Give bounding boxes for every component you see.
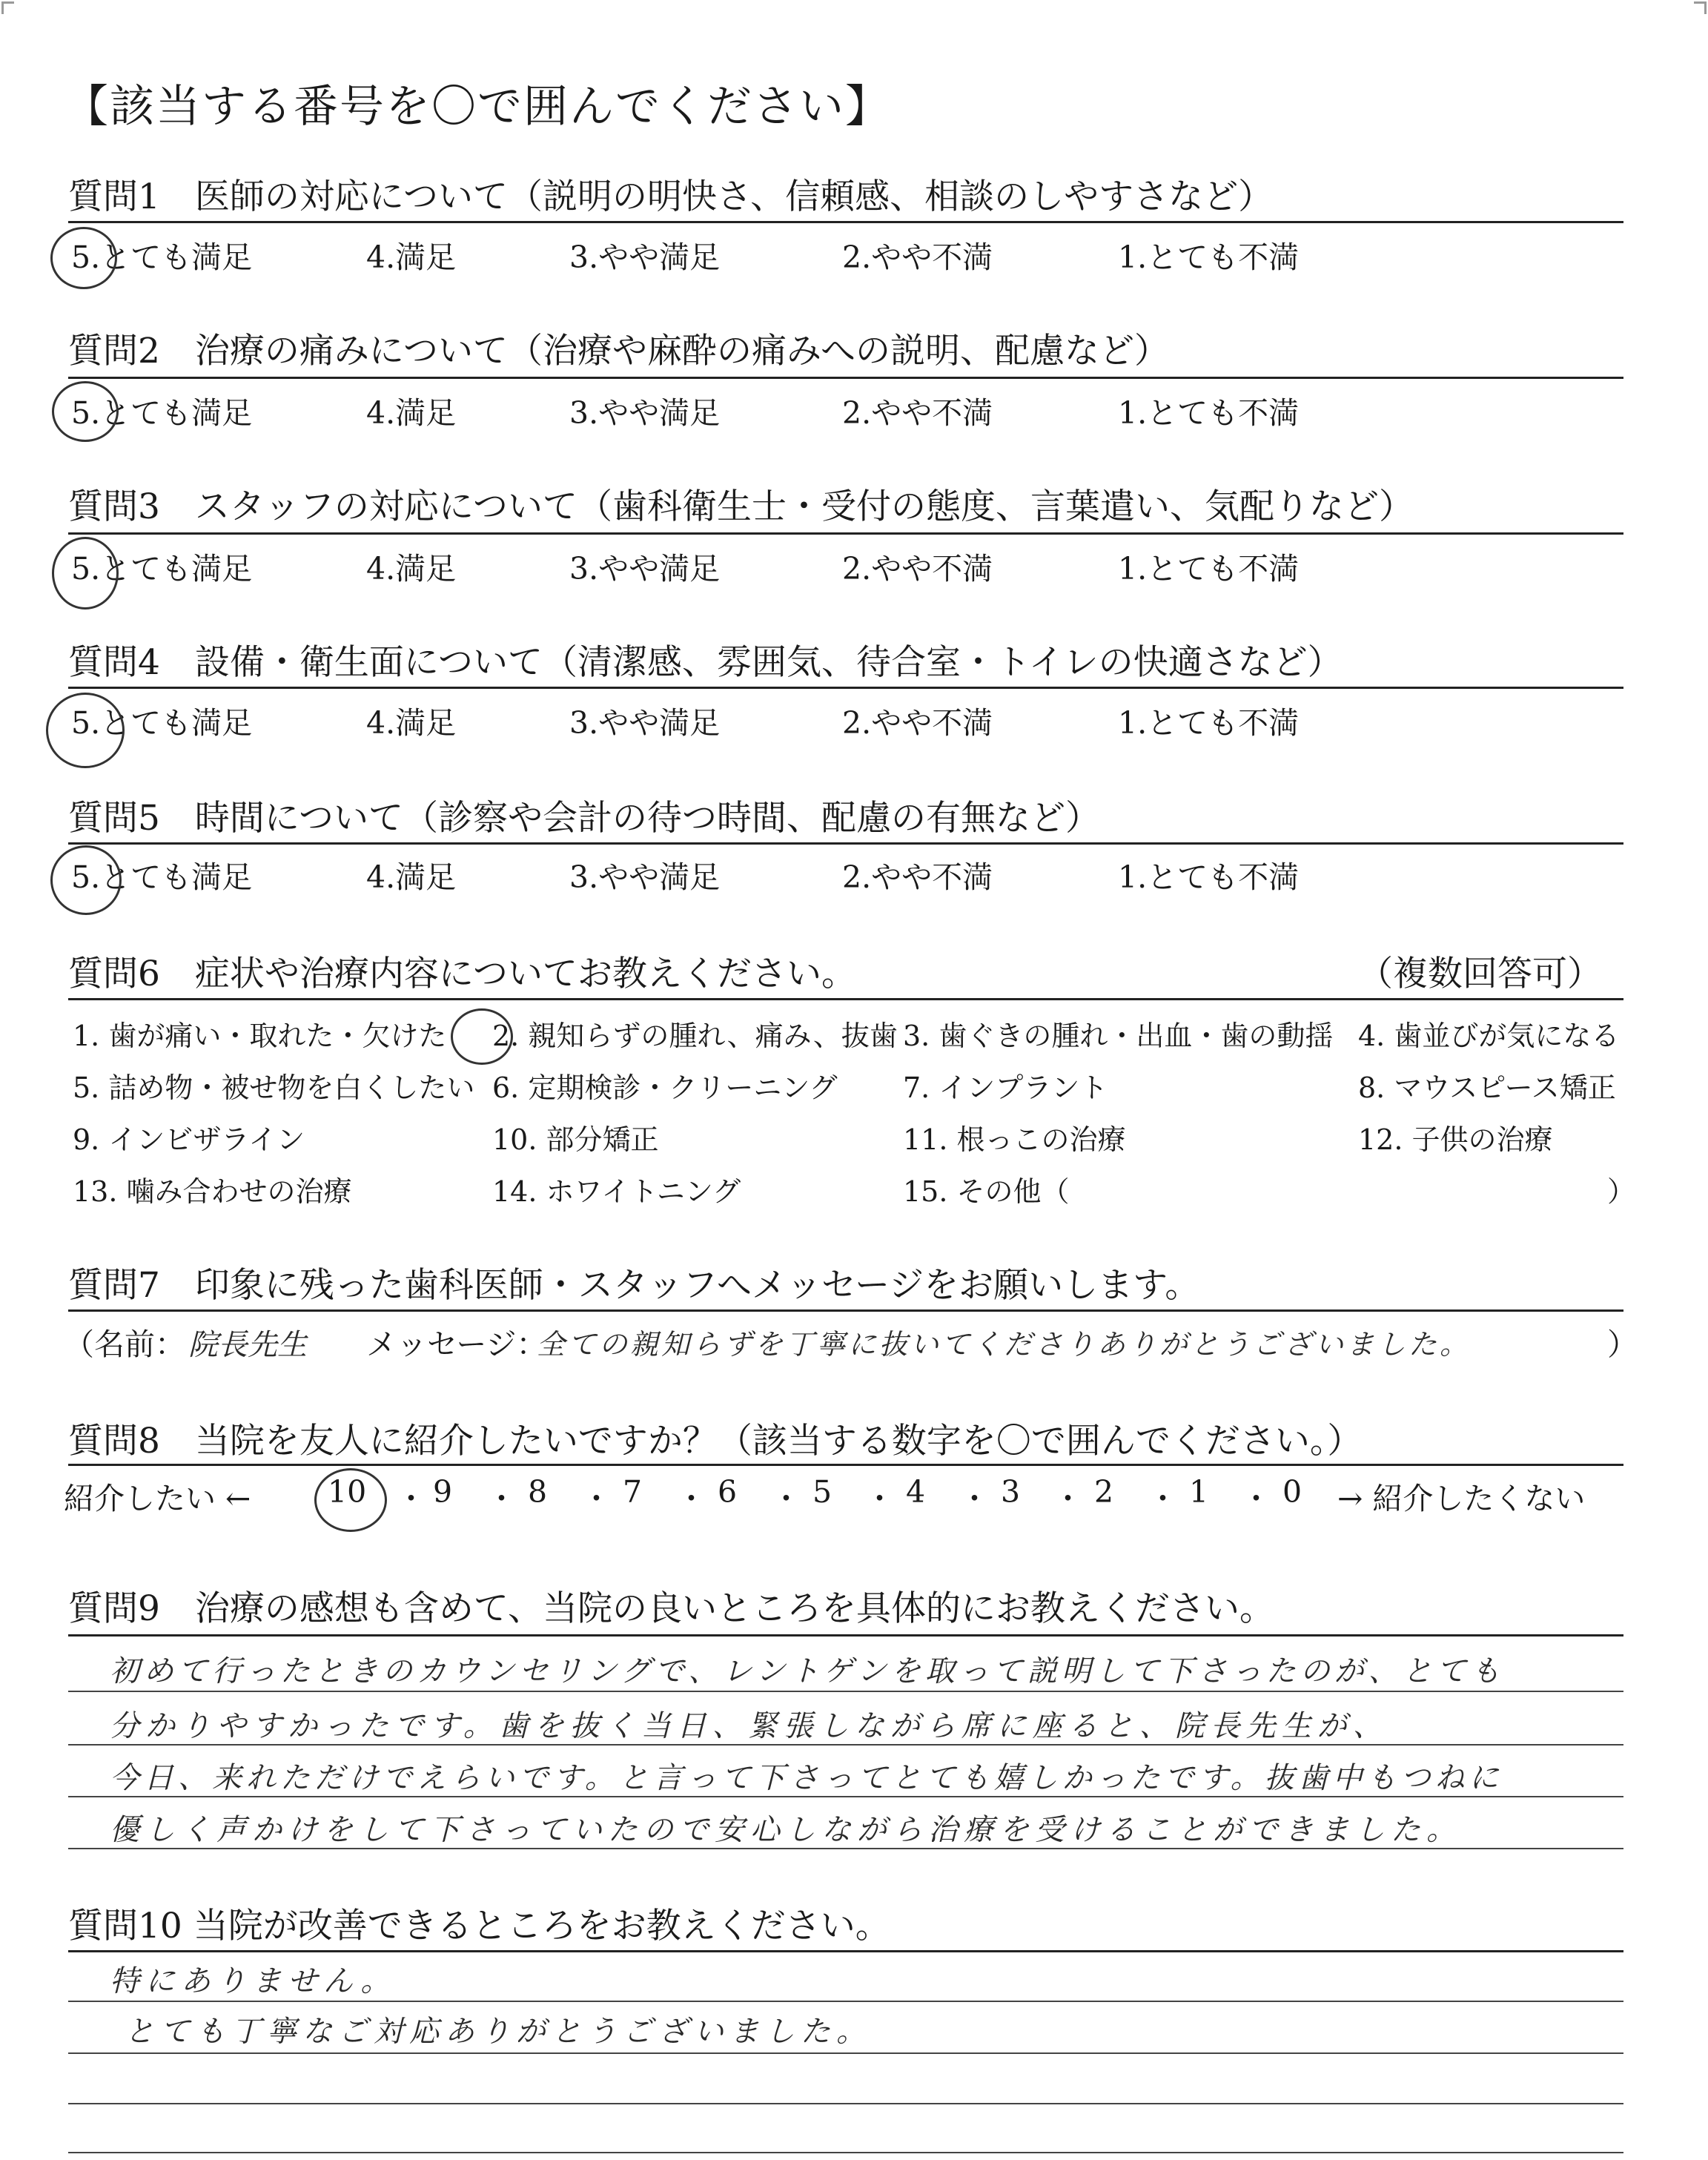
q3-option-5[interactable]: 5.とても満足 bbox=[71, 551, 253, 587]
q6-item-9[interactable]: 9. インビザライン bbox=[73, 1123, 305, 1156]
q8-scale-5[interactable]: 5 bbox=[812, 1474, 833, 1510]
q7-close-paren: ） bbox=[1607, 1327, 1638, 1362]
q10-title: 質問10 当院が改善できるところをお教えください。 bbox=[68, 1906, 890, 1946]
q6-item-15-close: ） bbox=[1607, 1175, 1636, 1208]
q8-right-label: → 紹介したくない bbox=[1337, 1481, 1586, 1516]
q10-answer-line-1: 特にありません。 bbox=[110, 1964, 397, 1998]
q6-note: （複数回答可） bbox=[1358, 954, 1602, 994]
q5-option-4[interactable]: 4.満足 bbox=[366, 859, 457, 895]
q6-item-12[interactable]: 12. 子供の治療 bbox=[1358, 1123, 1553, 1156]
q4-option-2[interactable]: 2.やや不満 bbox=[842, 705, 993, 741]
q3-option-2[interactable]: 2.やや不満 bbox=[842, 551, 993, 587]
q2-option-3[interactable]: 3.やや満足 bbox=[569, 395, 721, 431]
q3-rule bbox=[68, 532, 1623, 535]
q1-answer-circle bbox=[50, 227, 117, 289]
q1-rule bbox=[68, 221, 1623, 223]
q6-item-10[interactable]: 10. 部分矯正 bbox=[492, 1123, 659, 1156]
q8-dot: ・ bbox=[396, 1481, 426, 1516]
q9-answer-line-1: 初めて行ったときのカウンセリングで、レントゲンを取って説明して下さったのが、とても bbox=[110, 1654, 1505, 1688]
q4-rule bbox=[68, 687, 1623, 689]
q8-dot: ・ bbox=[959, 1481, 990, 1516]
q2-option-1[interactable]: 1.とても不満 bbox=[1118, 395, 1300, 431]
q9-title: 質問9 治療の感想も含めて、当院の良いところを具体的にお教えください。 bbox=[68, 1588, 1274, 1629]
q5-title: 質問5 時間について（診察や会計の待つ時間、配慮の有無など） bbox=[68, 798, 1100, 839]
q8-scale-0[interactable]: 0 bbox=[1282, 1474, 1302, 1510]
q5-rule bbox=[68, 842, 1623, 845]
q2-option-5[interactable]: 5.とても満足 bbox=[71, 395, 253, 431]
q3-option-4[interactable]: 4.満足 bbox=[366, 551, 457, 587]
q8-dot: ・ bbox=[1053, 1481, 1083, 1516]
q5-option-5[interactable]: 5.とても満足 bbox=[71, 859, 253, 895]
q1-option-3[interactable]: 3.やや満足 bbox=[569, 240, 721, 275]
q5-answer-circle bbox=[50, 845, 122, 915]
q4-option-4[interactable]: 4.満足 bbox=[366, 705, 457, 741]
scan-mark-top-left bbox=[1, 1, 14, 14]
q7-title: 質問7 印象に残った歯科医師・スタッフへメッセージをお願いします。 bbox=[68, 1265, 1200, 1306]
q10-rule-4 bbox=[68, 2152, 1623, 2153]
q7-message-label: メッセージ： bbox=[366, 1327, 547, 1362]
q8-scale-6[interactable]: 6 bbox=[718, 1474, 738, 1510]
q6-item-5[interactable]: 5. 詰め物・被せ物を白くしたい bbox=[73, 1071, 475, 1104]
q4-title: 質問4 設備・衛生面について（清潔感、雰囲気、待合室・トイレの快適さなど） bbox=[68, 642, 1343, 683]
q3-title: 質問3 スタッフの対応について（歯科衛生士・受付の態度、言葉遣い、気配りなど） bbox=[68, 486, 1414, 527]
q6-item-3[interactable]: 3. 歯ぐきの腫れ・出血・歯の動揺 bbox=[903, 1020, 1334, 1052]
q6-item-6[interactable]: 6. 定期検診・クリーニング bbox=[492, 1071, 838, 1104]
q8-dot: ・ bbox=[1241, 1481, 1271, 1516]
q1-title: 質問1 医師の対応について（説明の明快さ、信頼感、相談のしやすさなど） bbox=[68, 176, 1274, 217]
q4-option-3[interactable]: 3.やや満足 bbox=[569, 705, 721, 741]
q1-option-5[interactable]: 5.とても満足 bbox=[71, 240, 253, 275]
q10-rule-0 bbox=[68, 1950, 1623, 1952]
q8-scale-9[interactable]: 9 bbox=[433, 1474, 453, 1510]
q8-scale-3[interactable]: 3 bbox=[1001, 1474, 1021, 1510]
q8-dot: ・ bbox=[1148, 1481, 1178, 1516]
q5-option-1[interactable]: 1.とても不満 bbox=[1118, 859, 1300, 895]
q1-option-1[interactable]: 1.とても不満 bbox=[1118, 240, 1300, 275]
q1-option-4[interactable]: 4.満足 bbox=[366, 240, 457, 275]
q5-option-2[interactable]: 2.やや不満 bbox=[842, 859, 993, 895]
q7-rule bbox=[68, 1309, 1623, 1312]
q8-scale-7[interactable]: 7 bbox=[623, 1474, 643, 1510]
q8-answer-circle bbox=[314, 1468, 387, 1532]
q2-option-4[interactable]: 4.満足 bbox=[366, 395, 457, 431]
q8-dot: ・ bbox=[581, 1481, 612, 1516]
q6-item-15[interactable]: 15. その他（ bbox=[903, 1175, 1070, 1208]
q3-answer-circle bbox=[52, 537, 119, 610]
q8-scale-4[interactable]: 4 bbox=[906, 1474, 926, 1510]
q8-scale-2[interactable]: 2 bbox=[1094, 1474, 1114, 1510]
q6-item-8[interactable]: 8. マウスピース矯正 bbox=[1358, 1071, 1616, 1104]
q6-title: 質問6 症状や治療内容についてお教えください。 bbox=[68, 954, 856, 994]
q2-title: 質問2 治療の痛みについて（治療や麻酔の痛みへの説明、配慮など） bbox=[68, 331, 1170, 371]
q6-item-14[interactable]: 14. ホワイトニング bbox=[492, 1175, 741, 1208]
q9-rule-1 bbox=[68, 1691, 1623, 1692]
q8-scale-10[interactable]: 10 bbox=[328, 1474, 367, 1510]
q10-rule-1 bbox=[68, 2001, 1623, 2002]
q10-rule-3 bbox=[68, 2103, 1623, 2104]
page-header: 【該当する番号を〇で囲んでください】 bbox=[64, 81, 891, 133]
q2-answer-circle bbox=[52, 381, 119, 442]
q4-option-5[interactable]: 5.とても満足 bbox=[71, 705, 253, 741]
q3-option-1[interactable]: 1.とても不満 bbox=[1118, 551, 1300, 587]
q8-dot: ・ bbox=[864, 1481, 895, 1516]
q8-title: 質問8 当院を友人に紹介したいですか？（該当する数字を〇で囲んでください。） bbox=[68, 1421, 1363, 1462]
q8-rule bbox=[68, 1464, 1623, 1466]
q8-dot: ・ bbox=[771, 1481, 801, 1516]
q1-option-2[interactable]: 2.やや不満 bbox=[842, 240, 993, 275]
q8-dot: ・ bbox=[676, 1481, 706, 1516]
q6-answer-circle bbox=[451, 1008, 513, 1065]
q6-item-2[interactable]: 2. 親知らずの腫れ、痛み、抜歯 bbox=[492, 1020, 898, 1052]
q6-item-7[interactable]: 7. インプラント bbox=[903, 1071, 1108, 1104]
q8-scale-1[interactable]: 1 bbox=[1189, 1474, 1209, 1510]
q10-answer-line-2: とても丁寧なご対応ありがとうございました。 bbox=[125, 2015, 872, 2049]
q6-rule bbox=[68, 998, 1623, 1000]
scan-mark-top-right bbox=[1694, 1, 1707, 14]
q6-item-13[interactable]: 13. 噛み合わせの治療 bbox=[73, 1175, 352, 1208]
q6-item-11[interactable]: 11. 根っこの治療 bbox=[903, 1123, 1126, 1156]
q4-option-1[interactable]: 1.とても不満 bbox=[1118, 705, 1300, 741]
q10-rule-2 bbox=[68, 2052, 1623, 2054]
q4-answer-circle bbox=[46, 693, 125, 768]
q8-scale-8[interactable]: 8 bbox=[528, 1474, 548, 1510]
q7-name-value[interactable]: 院長先生 bbox=[188, 1328, 307, 1362]
q5-option-3[interactable]: 3.やや満足 bbox=[569, 859, 721, 895]
q7-name-label: （名前： bbox=[64, 1327, 185, 1362]
q7-message-value[interactable]: 全ての親知らずを丁寧に抜いてくださりありがとうございました。 bbox=[537, 1328, 1472, 1361]
q6-item-4[interactable]: 4. 歯並びが気になる bbox=[1358, 1020, 1620, 1052]
q3-option-3[interactable]: 3.やや満足 bbox=[569, 551, 721, 587]
q9-rule-0 bbox=[68, 1634, 1623, 1636]
q9-answer-line-4: 優しく声かけをして下さっていたので安心しながら治療を受けることができました。 bbox=[110, 1813, 1462, 1847]
q2-option-2[interactable]: 2.やや不満 bbox=[842, 395, 993, 431]
q9-answer-line-2: 分かりやすかったです。歯を抜く当日、緊張しながら席に座ると、院長先生が、 bbox=[110, 1709, 1388, 1743]
q2-rule bbox=[68, 377, 1623, 379]
q9-answer-line-3: 今日、来れただけでえらいです。と言って下さってとても嬉しかったです。抜歯中もつねに bbox=[110, 1761, 1503, 1795]
q6-item-1[interactable]: 1. 歯が痛い・取れた・欠けた bbox=[73, 1020, 447, 1052]
q8-left-label: 紹介したい ← bbox=[64, 1481, 251, 1516]
q8-dot: ・ bbox=[486, 1481, 517, 1516]
